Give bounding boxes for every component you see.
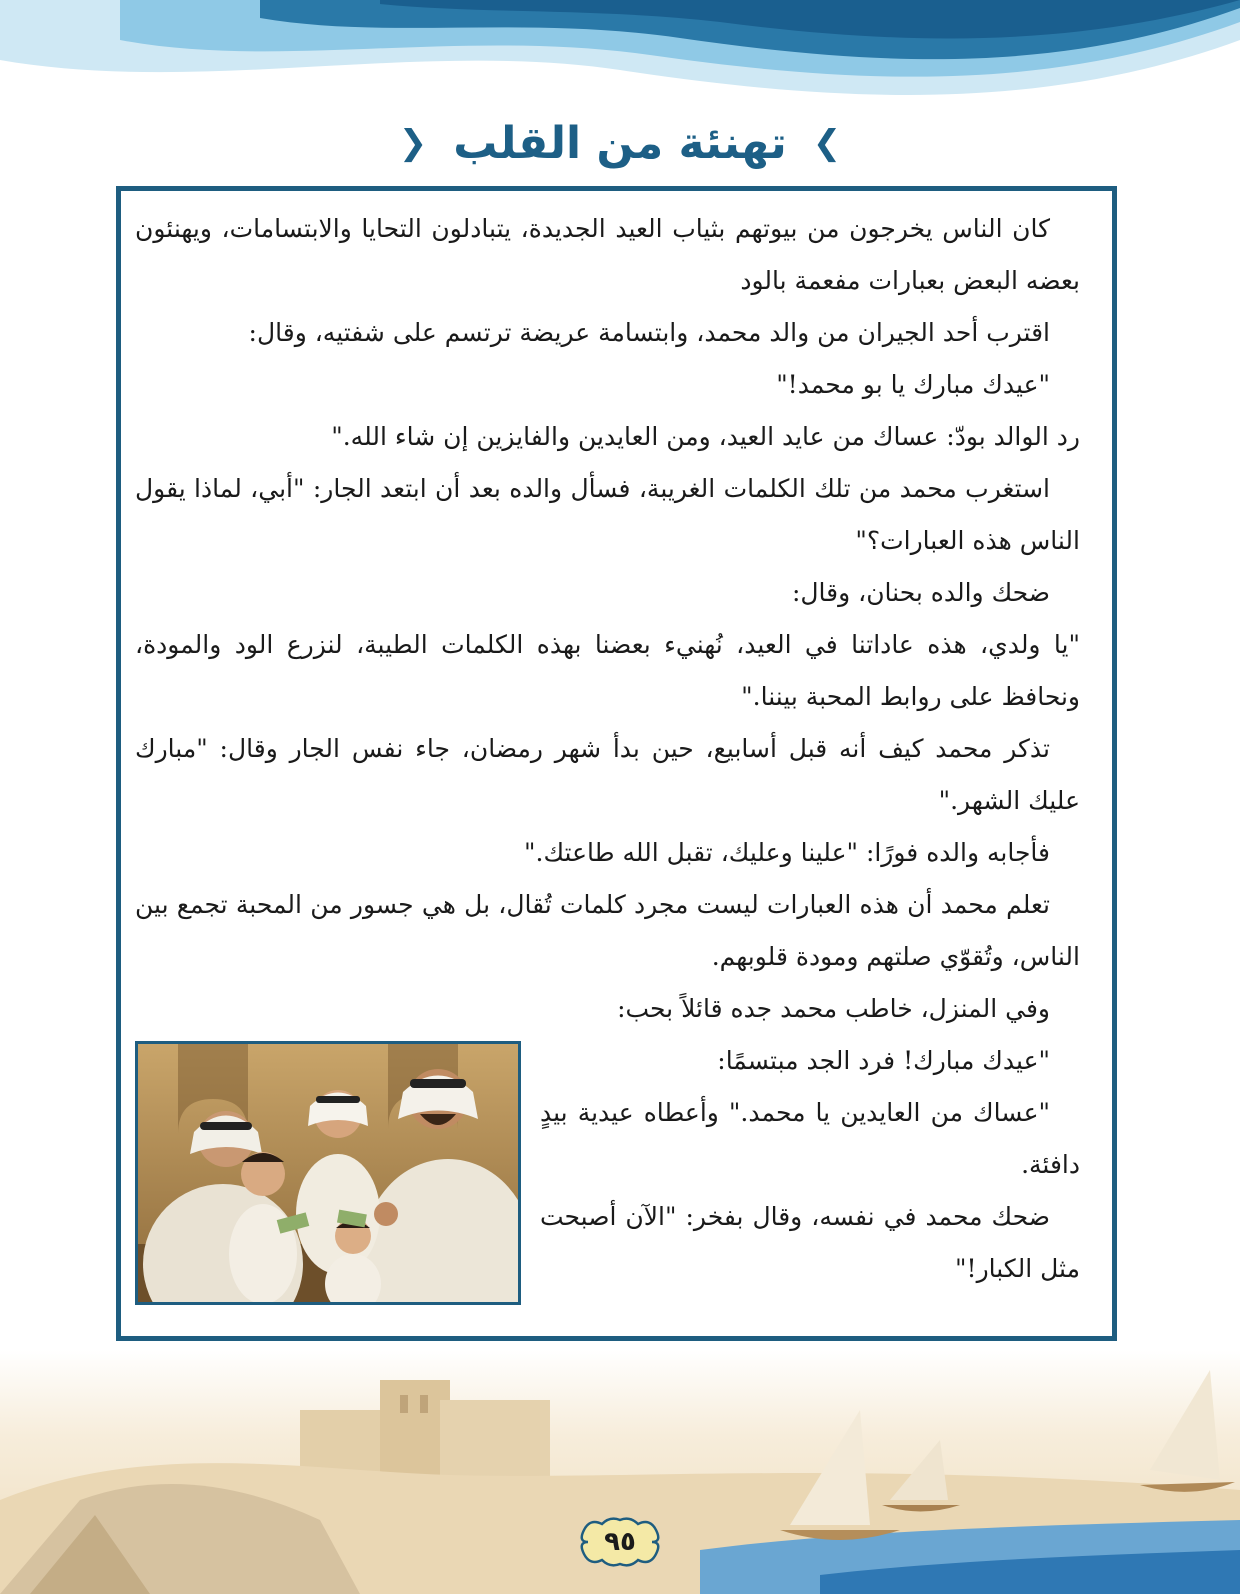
story-paragraph: "عساك من العايدين يا محمد." وأعطاه عيدية بيدٍ دافئة.	[540, 1098, 1080, 1179]
story-paragraph: اقترب أحد الجيران من والد محمد، وابتسامة عريضة ترتسم على شفتيه، وقال:	[248, 318, 1050, 347]
title-row	[0, 108, 1240, 178]
story-paragraph: ضحك والده بحنان، وقال:	[791, 578, 1050, 607]
ornament-right-icon: ❮	[812, 123, 842, 163]
page-number: ٩٥	[604, 1527, 636, 1557]
story-paragraph: "عيدك مبارك يا بو محمد!"	[776, 370, 1050, 399]
story-paragraph: فأجابه والده فورًا: "علينا وعليك، تقبل الله طاعتك."	[524, 838, 1050, 867]
story-paragraph: "عيدك مبارك! فرد الجد مبتسمًا:	[717, 1046, 1050, 1075]
top-wave-decoration	[0, 0, 1240, 110]
page-title: تهنئة من القلب	[453, 117, 787, 169]
illustration-drawing	[138, 1044, 518, 1302]
story-frame	[116, 186, 1117, 1341]
story-paragraph: تعلم محمد أن هذه العبارات ليست مجرد كلمات تُقال، بل هي جسور من المحبة تجمع بين الناس، وتُقوّي صلتهم ومودة قلوبهم.	[135, 890, 1080, 971]
story-paragraph: استغرب محمد من تلك الكلمات الغريبة، فسأل والده بعد أن ابتعد الجار: "أبي، لماذا يقول الناس هذه العبارات؟"	[135, 474, 1080, 555]
family-eid-illustration	[135, 1041, 521, 1305]
story-paragraph: كان الناس يخرجون من بيوتهم بثياب العيد الجديدة، يتبادلون التحايا والابتسامات، ويهنئون بعضه البعض بعبارات مفعمة بالود	[135, 214, 1080, 295]
story-paragraph: وفي المنزل، خاطب محمد جده قائلاً بحب:	[617, 994, 1050, 1023]
ornament-left-icon: ❯	[398, 123, 428, 163]
story-paragraph: "يا ولدي، هذه عاداتنا في العيد، نُهنيء بعضنا بهذه الكلمات الطيبة، لنزرع الود والمودة، ونحافظ على روابط المحبة بيننا."	[135, 630, 1080, 711]
story-paragraph: تذكر محمد كيف أنه قبل أسابيع، حين بدأ شهر رمضان، جاء نفس الجار وقال: "مبارك عليك الشهر."	[135, 734, 1080, 815]
story-paragraph: رد الوالد بودّ: عساك من عايد العيد، ومن العايدين والفايزين إن شاء الله."	[331, 422, 1080, 451]
story-paragraph: ضحك محمد في نفسه، وقال بفخر: "الآن أصبحت مثل الكبار!"	[540, 1202, 1080, 1283]
